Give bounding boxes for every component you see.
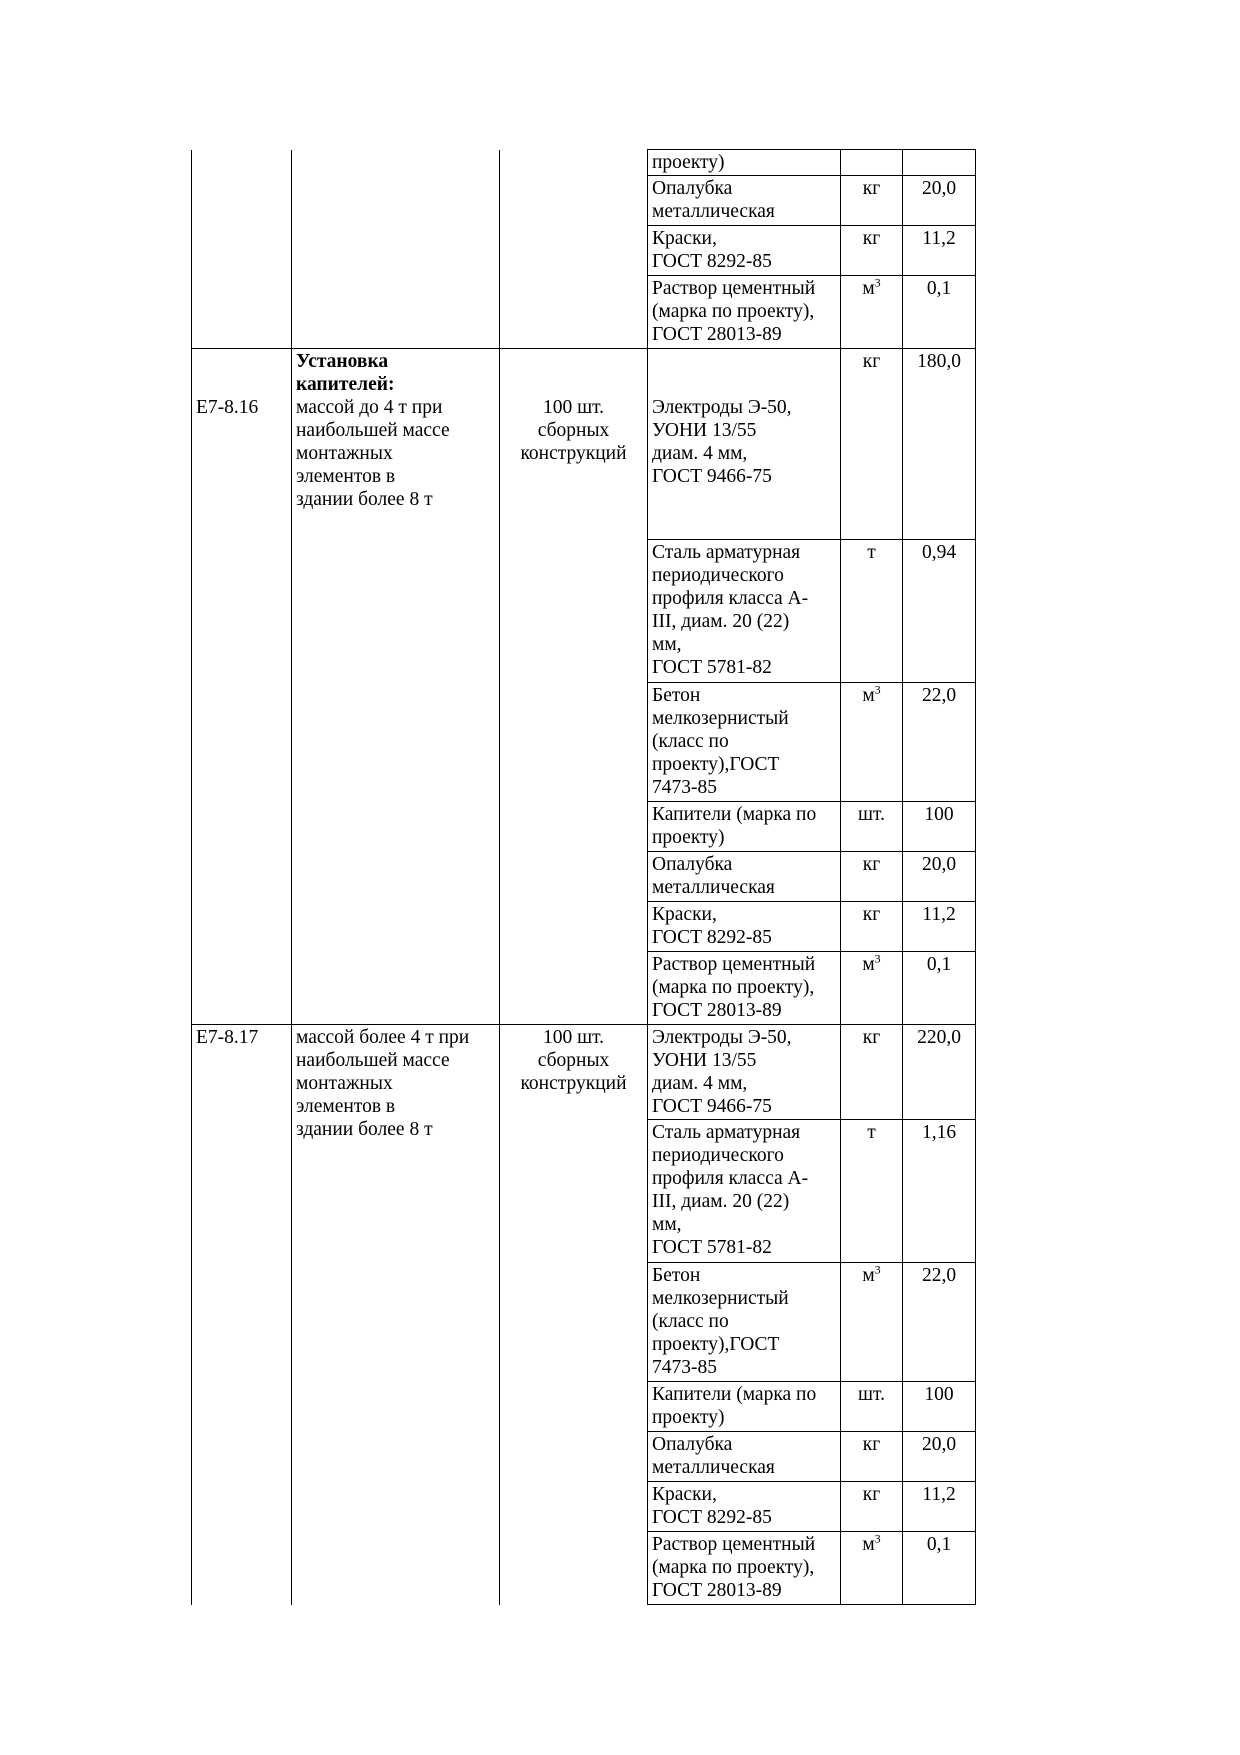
quantity-cell <box>903 1263 976 1382</box>
material-name: Сталь арматурная периодического профиля класса А- III, диам. 20 (22) мм, ГОСТ 5781-82 <box>652 542 809 678</box>
unit-label: м <box>862 1534 875 1555</box>
unit-label: т <box>867 1122 876 1143</box>
material-name: Раствор цементный (марка по проекту), ГОСТ 28013-89 <box>652 278 816 345</box>
unit-superscript: 3 <box>874 951 881 966</box>
unit-label: кг <box>862 178 881 199</box>
material-name: Опалубка металлическая <box>652 854 775 898</box>
empty-cell <box>292 276 500 349</box>
quantity-cell <box>903 1120 976 1263</box>
material-cell <box>648 1432 841 1482</box>
measure-unit-cell <box>500 1025 648 1605</box>
quantity-value: 20,0 <box>921 854 957 875</box>
unit-label: кг <box>862 351 881 372</box>
material-cell <box>648 952 841 1025</box>
norm-code: Е7-8.17 <box>196 1027 259 1048</box>
unit-cell <box>841 1120 903 1263</box>
empty-cell <box>192 226 292 276</box>
material-name: Капители (марка по проекту) <box>652 1384 817 1428</box>
table-row <box>192 349 976 540</box>
unit-superscript: 3 <box>874 1262 881 1277</box>
empty-cell <box>292 226 500 276</box>
material-cell <box>648 276 841 349</box>
material-cell <box>648 683 841 802</box>
unit-cell <box>841 802 903 852</box>
quantity-value: 20,0 <box>921 1434 957 1455</box>
unit-label: шт. <box>858 1384 885 1405</box>
material-cell <box>648 226 841 276</box>
work-description-cell <box>292 1025 500 1605</box>
quantity-value: 20,0 <box>921 178 957 199</box>
measure-unit-cell <box>500 349 648 1025</box>
quantity-cell <box>903 802 976 852</box>
unit-label: м <box>862 1265 875 1286</box>
material-name: Раствор цементный (марка по проекту), ГОСТ 28013-89 <box>652 954 816 1021</box>
material-name: Сталь арматурная периодического профиля класса А- III, диам. 20 (22) мм, ГОСТ 5781-82 <box>652 1122 809 1258</box>
norm-code-cell <box>192 1025 292 1605</box>
quantity-cell <box>903 1432 976 1482</box>
work-title: Установка капителей: <box>296 351 395 395</box>
unit-cell <box>841 1482 903 1532</box>
quantity-value: 11,2 <box>922 228 956 249</box>
quantity-value: 100 <box>924 804 954 825</box>
unit-cell <box>841 1382 903 1432</box>
quantity-value: 180,0 <box>917 351 961 372</box>
material-name: Краски, ГОСТ 8292-85 <box>652 1484 772 1528</box>
unit-cell <box>841 952 903 1025</box>
quantity-cell <box>903 176 976 226</box>
norm-code-cell <box>192 349 292 1025</box>
material-name: Электроды Э-50, УОНИ 13/55 диам. 4 мм, ГОСТ 9466-75 <box>652 1027 792 1117</box>
unit-cell <box>841 683 903 802</box>
quantity-cell <box>903 1382 976 1432</box>
work-description: массой более 4 т при наибольшей массе монтажных элементов в здании более 8 т <box>296 1027 470 1140</box>
quantity-value: 0,1 <box>926 954 952 975</box>
material-name: проекту) <box>652 152 725 173</box>
quantity-cell <box>903 276 976 349</box>
quantity-value: 11,2 <box>922 904 956 925</box>
empty-cell <box>500 226 648 276</box>
material-name: Капители (марка по проекту) <box>652 804 817 848</box>
unit-label: кг <box>862 1434 881 1455</box>
quantity-value: 11,2 <box>922 1484 956 1505</box>
quantity-cell <box>903 150 976 176</box>
continuation-row <box>192 150 976 176</box>
unit-label: т <box>867 542 876 563</box>
material-cell <box>648 1263 841 1382</box>
unit-cell <box>841 540 903 683</box>
unit-cell <box>841 176 903 226</box>
empty-cell <box>192 276 292 349</box>
material-name: Краски, ГОСТ 8292-85 <box>652 904 772 948</box>
unit-label: м <box>862 278 875 299</box>
material-name: Бетон мелкозернистый (класс по проекту),ГОСТ 7473-85 <box>652 1265 789 1378</box>
unit-label: м <box>862 685 875 706</box>
unit-cell <box>841 276 903 349</box>
quantity-cell <box>903 683 976 802</box>
unit-cell <box>841 150 903 176</box>
material-name: Опалубка металлическая <box>652 178 775 222</box>
material-cell <box>648 852 841 902</box>
unit-cell <box>841 226 903 276</box>
norms-table <box>191 149 976 1605</box>
material-cell <box>648 1532 841 1605</box>
measure-unit: 100 шт. сборных конструкций <box>520 1027 627 1094</box>
quantity-cell <box>903 1482 976 1532</box>
material-name: Раствор цементный (марка по проекту), ГОСТ 28013-89 <box>652 1534 816 1601</box>
quantity-value: 0,1 <box>926 278 952 299</box>
material-cell <box>648 902 841 952</box>
table-row <box>192 1025 976 1120</box>
material-name: Опалубка металлическая <box>652 1434 775 1478</box>
empty-cell <box>292 150 500 176</box>
unit-superscript: 3 <box>874 1531 881 1546</box>
quantity-cell <box>903 540 976 683</box>
unit-label: кг <box>862 854 881 875</box>
quantity-cell <box>903 1025 976 1120</box>
continuation-row <box>192 276 976 349</box>
material-name: Краски, ГОСТ 8292-85 <box>652 228 772 272</box>
material-cell <box>648 802 841 852</box>
unit-superscript: 3 <box>874 682 881 697</box>
unit-label: кг <box>862 228 881 249</box>
unit-label: кг <box>862 1027 881 1048</box>
empty-cell <box>192 176 292 226</box>
material-cell <box>648 1482 841 1532</box>
quantity-value: 220,0 <box>917 1027 961 1048</box>
unit-label: кг <box>862 904 881 925</box>
quantity-value: 0,94 <box>921 542 957 563</box>
quantity-value: 22,0 <box>921 1265 957 1286</box>
quantity-cell <box>903 852 976 902</box>
material-name: Бетон мелкозернистый (класс по проекту),ГОСТ 7473-85 <box>652 685 789 798</box>
work-description-cell <box>292 349 500 1025</box>
empty-cell <box>192 150 292 176</box>
continuation-row <box>192 226 976 276</box>
quantity-value: 100 <box>924 1384 954 1405</box>
unit-cell <box>841 1025 903 1120</box>
continuation-row <box>192 176 976 226</box>
empty-cell <box>500 276 648 349</box>
unit-cell <box>841 902 903 952</box>
unit-cell <box>841 349 903 540</box>
material-cell <box>648 1120 841 1263</box>
quantity-value: 1,16 <box>921 1122 957 1143</box>
material-cell <box>648 1025 841 1120</box>
material-cell <box>648 176 841 226</box>
work-description: массой до 4 т при наибольшей массе монтажных элементов в здании более 8 т <box>296 397 450 510</box>
unit-label: шт. <box>858 804 885 825</box>
unit-cell <box>841 1532 903 1605</box>
quantity-cell <box>903 952 976 1025</box>
quantity-cell <box>903 902 976 952</box>
measure-unit: 100 шт. сборных конструкций <box>520 397 627 464</box>
empty-cell <box>292 176 500 226</box>
quantity-value: 22,0 <box>921 685 957 706</box>
material-name: Электроды Э-50, УОНИ 13/55 диам. 4 мм, ГОСТ 9466-75 <box>652 397 792 487</box>
quantity-value: 0,1 <box>926 1534 952 1555</box>
empty-cell <box>500 176 648 226</box>
material-cell <box>648 540 841 683</box>
unit-label: м <box>862 954 875 975</box>
unit-cell <box>841 1432 903 1482</box>
unit-superscript: 3 <box>874 275 881 290</box>
material-cell <box>648 349 841 540</box>
material-cell <box>648 150 841 176</box>
material-cell <box>648 1382 841 1432</box>
unit-cell <box>841 852 903 902</box>
unit-cell <box>841 1263 903 1382</box>
quantity-cell <box>903 1532 976 1605</box>
norm-code: Е7-8.16 <box>196 397 259 418</box>
empty-cell <box>500 150 648 176</box>
unit-label: кг <box>862 1484 881 1505</box>
quantity-cell <box>903 226 976 276</box>
quantity-cell <box>903 349 976 540</box>
